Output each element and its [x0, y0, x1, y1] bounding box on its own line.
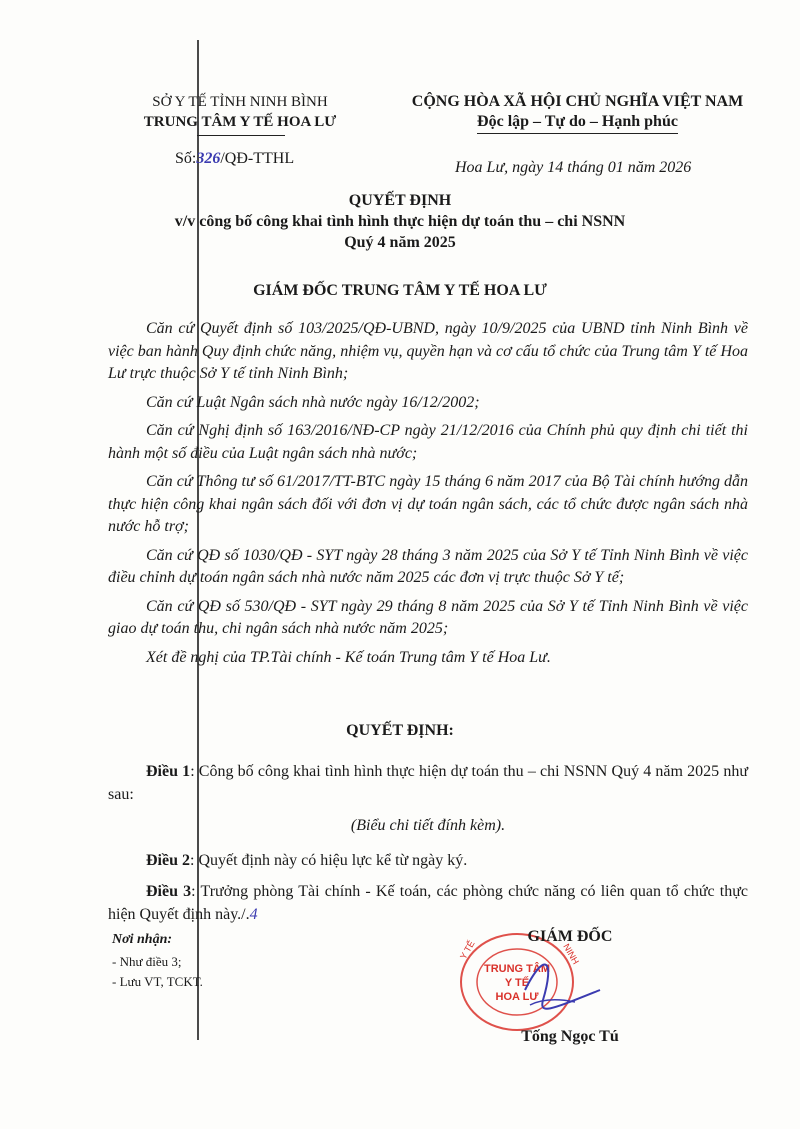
initial-mark: 4	[249, 906, 258, 923]
preamble-item: Căn cứ Luật Ngân sách nhà nước ngày 16/12/2002;	[146, 393, 480, 411]
director-heading: GIÁM ĐỐC TRUNG TÂM Y TẾ HOA LƯ	[253, 282, 547, 299]
article-3	[108, 880, 748, 926]
article-2-label: Điều 2	[146, 852, 190, 869]
stamp-ring-right: NINH	[561, 942, 581, 967]
article-2	[108, 849, 748, 872]
recipient-item: - Như điều 3;	[112, 954, 182, 969]
preamble-item: Căn cứ Thông tư số 61/2017/TT-BTC ngày 15 tháng 6 năm 2017 của Bộ Tài chính hướng dẫn thực hiện công khai ngân sách đối với đơn vị dự toán ngân sách, các tổ chức được ngân sách nhà nước hỗ trợ;	[108, 473, 748, 535]
article-3-label: Điều 3	[146, 883, 192, 900]
preamble-item: Căn cứ QĐ số 1030/QĐ - SYT ngày 28 tháng 3 năm 2025 của Sở Y tế Tỉnh Ninh Bình về việc điều chỉnh dự toán ngân sách nhà nước năm 2025 các đơn vị trực thuộc Sở Y tế;	[108, 546, 748, 586]
article-1	[108, 760, 748, 806]
article-3-text: : Trưởng phòng Tài chính - Kế toán, các phòng chức năng có liên quan tổ chức thực hiện Quyết định này./.	[108, 883, 749, 923]
parent-agency: SỞ Y TẾ TỈNH NINH BÌNH	[152, 94, 328, 110]
doc-number-handwritten: 326	[196, 150, 221, 167]
stamp-line-1: TRUNG TÂM	[484, 963, 550, 975]
recipient-item: - Lưu VT, TCKT.	[112, 974, 203, 989]
agency-underline	[197, 135, 285, 136]
issuing-agency-block	[120, 92, 360, 132]
stamp-line-3: HOA LƯ	[495, 991, 539, 1003]
stamp-ring-left: Y TẾ	[458, 938, 477, 961]
issuing-agency: TRUNG TÂM Y TẾ HOA LƯ	[143, 114, 337, 130]
doc-number-suffix: /QĐ-TTHL	[220, 150, 295, 167]
preamble-item: Căn cứ Nghị định số 163/2016/NĐ-CP ngày 21/12/2016 của Chính phủ quy định chi tiết thi hành một số điều của Luật ngân sách nhà nước;	[108, 422, 748, 462]
decision-heading: QUYẾT ĐỊNH:	[346, 722, 454, 739]
article-1-label: Điều 1	[146, 763, 191, 780]
signer-title: GIÁM ĐỐC	[527, 928, 613, 945]
preamble-item: Căn cứ Quyết định số 103/2025/QĐ-UBND, ngày 10/9/2025 của UBND tỉnh Ninh Bình về việc ban hành Quy định chức năng, nhiệm vụ, quyền hạn và cơ cấu tổ chức của Trung tâm Y tế Hoa Lư trực thuộc Sở Y tế tỉnh Ninh Bình;	[108, 320, 748, 382]
document-title	[0, 190, 800, 253]
preamble	[108, 318, 748, 675]
stamp-line-2: Y TẾ	[504, 977, 530, 989]
signer-name: Tống Ngọc Tú	[521, 1028, 619, 1045]
recipients-title: Nơi nhận:	[112, 932, 173, 947]
document-number	[175, 150, 294, 168]
article-1-text: : Công bố công khai tình hình thực hiện dự toán thu – chi NSNN Quý 4 năm 2025 như sau:	[108, 763, 749, 803]
title-line-1: QUYẾT ĐỊNH	[348, 192, 452, 209]
preamble-item: Xét đề nghị của TP.Tài chính - Kế toán Trung tâm Y tế Hoa Lư.	[146, 648, 551, 666]
country-name: CỘNG HÒA XÃ HỘI CHỦ NGHĨA VIỆT NAM	[411, 93, 744, 110]
national-heading	[385, 92, 770, 134]
doc-number-prefix: Số:	[175, 150, 197, 167]
articles	[108, 760, 748, 934]
article-2-text: : Quyết định này có hiệu lực kể từ ngày ký.	[190, 852, 468, 869]
article-1-note: (Biểu chi tiết đính kèm).	[350, 817, 506, 834]
national-motto: Độc lập – Tự do – Hạnh phúc	[477, 112, 678, 134]
title-line-2: v/v công bố công khai tình hình thực hiện dự toán thu – chi NSNN	[174, 213, 626, 230]
title-line-3: Quý 4 năm 2025	[344, 234, 456, 251]
official-stamp	[455, 930, 605, 1040]
preamble-item: Căn cứ QĐ số 530/QĐ - SYT ngày 29 tháng 8 năm 2025 của Sở Y tế Tỉnh Ninh Bình về việc giao dự toán thu, chi ngân sách nhà nước năm 2025;	[108, 597, 748, 637]
place-and-date: Hoa Lư, ngày 14 tháng 01 năm 2026	[455, 159, 692, 176]
recipients-block	[112, 930, 203, 992]
